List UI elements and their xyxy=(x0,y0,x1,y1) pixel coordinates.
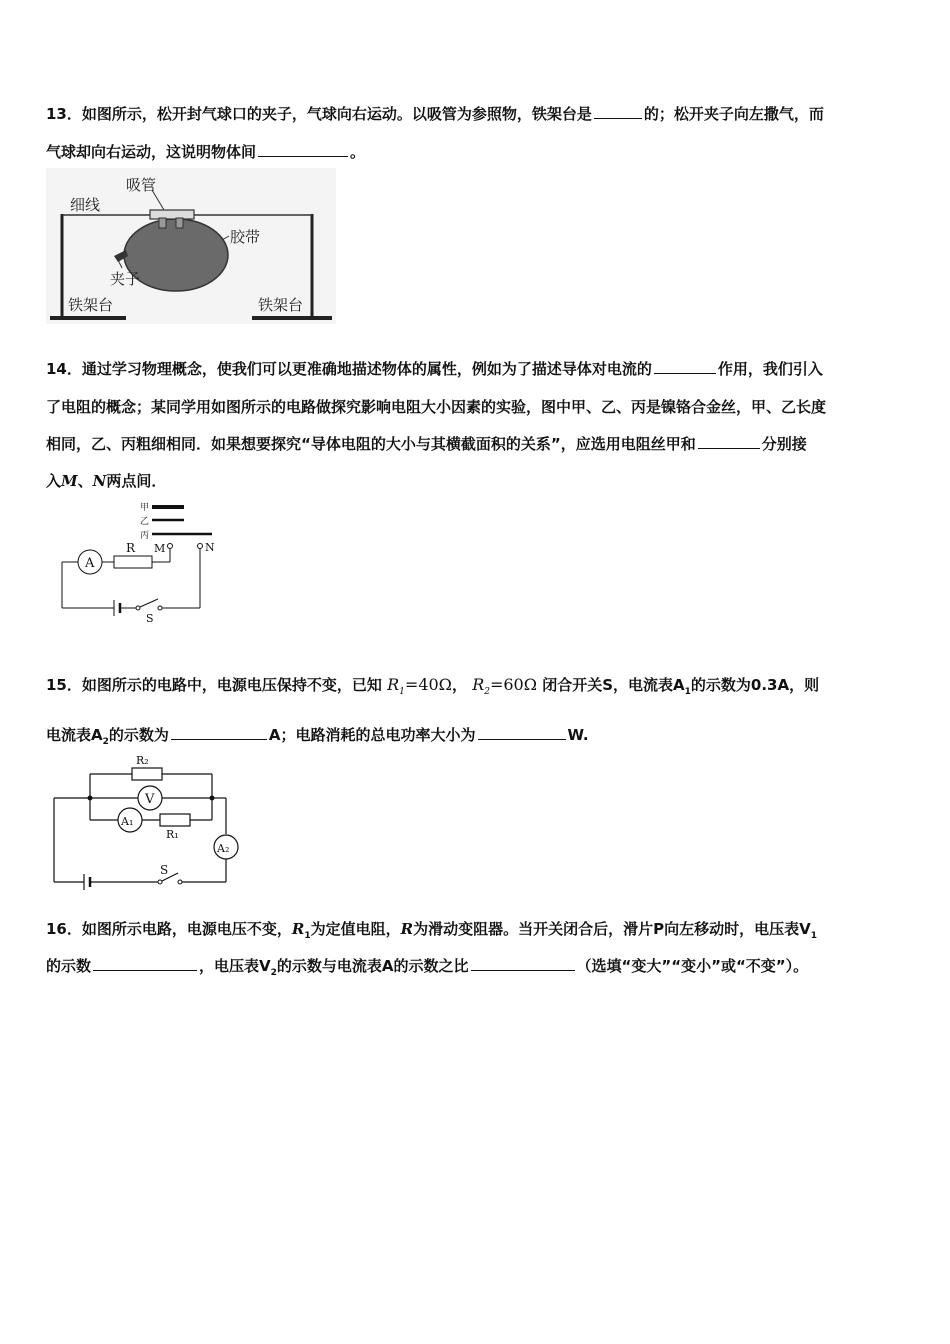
q14-line-1: 14．通过学习物理概念，使我们可以更准确地描述物体的属性，例如为了描述导体对电流的 作用，我们引入 xyxy=(46,360,823,378)
label-a1: A₁ xyxy=(121,815,134,828)
resistor-r1 xyxy=(160,814,190,826)
q14-line-2: 了电阻的概念；某同学用如图所示的电路做探究影响电阻大小因素的实验，图中甲、乙、丙是镍铬合金丝，甲、乙长度 xyxy=(46,398,827,416)
q14-line-3: 相同，乙、丙粗细相同．如果想要探究“导体电阻的大小与其横截面积的关系”，应选用电阻丝甲和 分别接 xyxy=(46,435,807,453)
label-clip: 夹子 xyxy=(110,270,141,288)
label-s: S xyxy=(160,863,169,877)
label-jia: 甲 xyxy=(140,503,150,513)
label-stand-left: 铁架台 xyxy=(68,296,114,314)
label-v: V xyxy=(145,792,155,807)
switch-pivot xyxy=(136,606,140,610)
tape-right xyxy=(176,218,183,228)
q13-line-2: 气球却向右运动，这说明物体间 。 xyxy=(46,143,366,161)
label-tape: 胶带 xyxy=(230,228,261,246)
label-n: N xyxy=(205,541,215,554)
tape-left xyxy=(159,218,166,228)
q13-blank-2[interactable] xyxy=(258,142,348,157)
q15-blank-2[interactable] xyxy=(478,725,566,740)
switch-contact xyxy=(158,606,162,610)
q16-line-1: 16．如图所示电路，电源电压不变，$R_1$为定值电阻，R为滑动变阻器。当开关闭合后，滑片P向左移动时，电压表$V_1$ xyxy=(46,920,817,941)
label-a2: A₂ xyxy=(217,842,230,855)
switch-contact xyxy=(178,880,182,884)
q16-line-2: 的示数 ，电压表$V_2$的示数与电流表A的示数之比 （选填“变大”“变小”或“不变”）。 xyxy=(46,957,809,978)
ammeter-label: A xyxy=(85,556,95,571)
label-straw: 吸管 xyxy=(126,176,157,194)
q15-line-1: 15．如图所示的电路中，电源电压保持不变，已知 $R_1=40\Omega$， $R_2=60\Omega$ 闭合开关S，电流表$A_1$的示数为0.3A，则 xyxy=(46,675,820,698)
q13-line-1: 13．如图所示，松开封气球口的夹子，气球向右运动。以吸管为参照物，铁架台是 的；松开夹子向左撒气，而 xyxy=(46,105,824,123)
q14-blank-1[interactable] xyxy=(654,359,716,374)
label-yi: 乙 xyxy=(140,517,150,527)
q15-line-2: 电流表$A_2$的示数为 A；电路消耗的总电功率大小为 W. xyxy=(46,726,589,747)
terminal-n xyxy=(198,544,203,549)
label-stand-right: 铁架台 xyxy=(258,296,304,314)
q13-balloon-figure xyxy=(46,168,336,324)
resistor-r2 xyxy=(132,768,162,780)
label-r: R xyxy=(126,541,136,555)
label-thread: 细线 xyxy=(70,196,101,214)
q16-blank-2[interactable] xyxy=(471,956,575,971)
label-r1: R₁ xyxy=(166,828,179,841)
q15-circuit-figure xyxy=(50,752,245,892)
terminal-m xyxy=(168,544,173,549)
q13-blank-1[interactable] xyxy=(594,104,642,119)
label-switch: S xyxy=(146,612,154,625)
q16-blank-1[interactable] xyxy=(93,956,197,971)
resistor-r xyxy=(114,556,152,568)
label-m: M xyxy=(154,542,166,555)
switch-blade xyxy=(140,599,158,607)
q14-blank-2[interactable] xyxy=(698,434,760,449)
q14-circuit-figure xyxy=(56,500,226,625)
label-r2: R₂ xyxy=(136,754,149,767)
switch-pivot xyxy=(158,880,162,884)
label-bing: 丙 xyxy=(140,531,150,541)
q15-blank-1[interactable] xyxy=(171,725,267,740)
q14-line-4: 入M、N两点间． xyxy=(46,472,167,490)
straw xyxy=(150,210,194,219)
